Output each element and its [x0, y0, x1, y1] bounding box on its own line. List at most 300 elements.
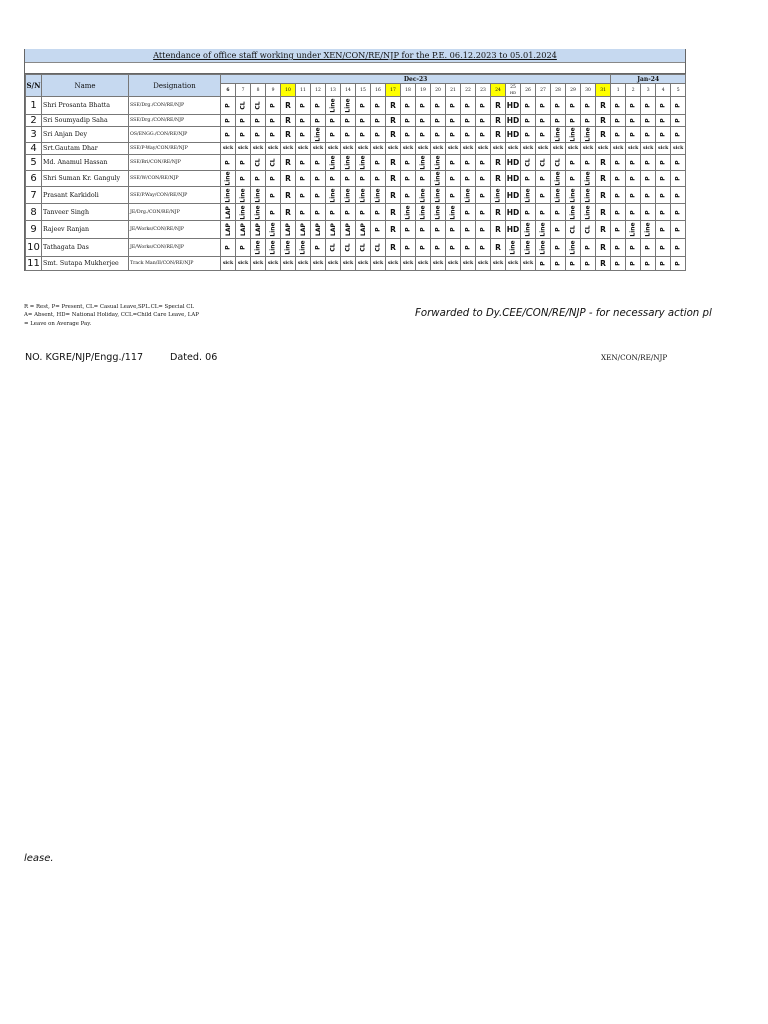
attendance-cell [611, 257, 626, 271]
attendance-cell [536, 97, 551, 115]
blank-row [25, 63, 685, 74]
day-header [626, 84, 641, 97]
attendance-cell: sick [296, 143, 311, 155]
attendance-mark: P [314, 245, 322, 250]
attendance-cell [431, 155, 446, 171]
attendance-cell [431, 97, 446, 115]
attendance-mark: Line [524, 222, 532, 237]
attendance-mark: P [554, 227, 562, 232]
row-designation: JE/Drg./CON/RE/NJP [129, 204, 221, 221]
attendance-mark: LAP [284, 223, 292, 236]
attendance-cell [506, 239, 521, 257]
row-name: Md. Anamul Hassan [42, 155, 129, 171]
attendance-cell [641, 187, 656, 204]
attendance-cell [371, 239, 386, 257]
attendance-cell: HD [506, 127, 521, 143]
attendance-cell [521, 221, 536, 239]
attendance-mark: P [629, 261, 637, 266]
attendance-mark: P [464, 118, 472, 123]
attendance-cell [416, 97, 431, 115]
attendance-cell: sick [491, 143, 506, 155]
day-number: 9 [271, 87, 275, 93]
attendance-cell [521, 239, 536, 257]
attendance-cell: sick [611, 143, 626, 155]
row-sn: 5 [26, 155, 42, 171]
attendance-cell [461, 155, 476, 171]
day-header [536, 84, 551, 97]
attendance-mark: Line [224, 187, 232, 203]
attendance-cell [416, 127, 431, 143]
attendance-mark: P [344, 118, 352, 123]
attendance-cell [551, 221, 566, 239]
attendance-cell [251, 239, 266, 257]
attendance-mark: P [224, 160, 232, 165]
attendance-mark: P [239, 160, 247, 165]
attendance-cell [311, 97, 326, 115]
attendance-mark: P [344, 176, 352, 181]
day-header [506, 84, 521, 97]
attendance-mark: P [449, 132, 457, 137]
attendance-cell: sick [461, 143, 476, 155]
attendance-mark: P [644, 160, 652, 165]
attendance-mark: Line [344, 187, 352, 203]
attendance-mark: P [524, 103, 532, 108]
attendance-cell: R [596, 171, 611, 187]
attendance-cell: R [386, 204, 401, 221]
attendance-cell [266, 97, 281, 115]
attendance-cell [566, 221, 581, 239]
attendance-mark: P [659, 103, 667, 108]
attendance-mark: P [569, 176, 577, 181]
attendance-cell [551, 204, 566, 221]
attendance-cell [611, 221, 626, 239]
attendance-mark: P [359, 103, 367, 108]
closing-fragment: lease. [24, 853, 54, 864]
attendance-cell [626, 257, 641, 271]
row-sn: 9 [26, 221, 42, 239]
attendance-mark: Line [299, 240, 307, 255]
attendance-cell [671, 127, 686, 143]
attendance-mark: P [569, 160, 577, 165]
attendance-mark: Line [344, 155, 352, 170]
attendance-cell [356, 115, 371, 127]
row-name: Rajeev Ranjan [42, 221, 129, 239]
attendance-cell [296, 127, 311, 143]
row-name: Shri Suman Kr. Ganguly [42, 171, 129, 187]
attendance-mark: P [524, 176, 532, 181]
row-designation: SSE/Bri/CON/RE/NJP [129, 155, 221, 171]
attendance-cell [476, 115, 491, 127]
attendance-mark: Line [359, 155, 367, 170]
attendance-cell [476, 97, 491, 115]
attendance-mark: CL [539, 158, 547, 167]
row-name: Smt. Sutapa Mukherjee [42, 257, 129, 271]
attendance-cell [671, 204, 686, 221]
attendance-cell [521, 171, 536, 187]
attendance-cell [371, 155, 386, 171]
table-row [26, 127, 686, 143]
day-number: 6 [226, 87, 230, 93]
attendance-cell [296, 204, 311, 221]
attendance-cell: sick [641, 143, 656, 155]
attendance-cell [536, 155, 551, 171]
row-sn: 6 [26, 171, 42, 187]
day-header [341, 84, 356, 97]
attendance-mark: P [449, 192, 457, 198]
attendance-cell: R [281, 204, 296, 221]
attendance-cell: sick [476, 143, 491, 155]
attendance-mark: Line [224, 171, 232, 186]
attendance-cell [551, 115, 566, 127]
day-header [296, 84, 311, 97]
attendance-cell [656, 221, 671, 239]
attendance-mark: P [404, 160, 412, 165]
attendance-mark: P [329, 209, 337, 215]
attendance-cell [401, 187, 416, 204]
attendance-mark: P [539, 209, 547, 215]
attendance-mark: LAP [314, 223, 322, 236]
attendance-cell [536, 115, 551, 127]
attendance-cell [671, 221, 686, 239]
day-header [416, 84, 431, 97]
row-designation: JE/Works/CON/RE/NJP [129, 239, 221, 257]
table-row [26, 97, 686, 115]
attendance-cell [431, 221, 446, 239]
attendance-cell [326, 127, 341, 143]
attendance-cell: sick [371, 257, 386, 271]
attendance-cell [551, 127, 566, 143]
attendance-cell [371, 171, 386, 187]
attendance-cell [221, 187, 236, 204]
attendance-cell [266, 171, 281, 187]
attendance-cell [281, 221, 296, 239]
day-header [671, 84, 686, 97]
attendance-cell [536, 239, 551, 257]
attendance-mark: Line [374, 187, 382, 203]
attendance-cell [296, 155, 311, 171]
attendance-cell [236, 221, 251, 239]
attendance-mark: P [614, 160, 622, 165]
attendance-mark: P [374, 103, 382, 108]
attendance-mark: Line [629, 222, 637, 237]
attendance-mark: P [434, 132, 442, 137]
attendance-cell: sick [446, 257, 461, 271]
attendance-cell [341, 204, 356, 221]
attendance-cell [236, 171, 251, 187]
attendance-mark: P [674, 132, 682, 137]
day-number: 11 [300, 87, 306, 93]
attendance-mark: P [404, 103, 412, 108]
attendance-cell [476, 204, 491, 221]
day-number: 14 [345, 87, 351, 93]
attendance-cell [341, 97, 356, 115]
day-header [656, 84, 671, 97]
attendance-mark: P [554, 245, 562, 250]
attendance-cell [236, 127, 251, 143]
attendance-cell [536, 221, 551, 239]
attendance-cell: sick [281, 257, 296, 271]
attendance-mark: P [644, 118, 652, 123]
attendance-cell [356, 204, 371, 221]
attendance-cell [326, 204, 341, 221]
attendance-cell [611, 187, 626, 204]
attendance-cell [626, 204, 641, 221]
attendance-cell: sick [551, 143, 566, 155]
day-number: 19 [420, 87, 426, 93]
attendance-mark: P [584, 245, 592, 250]
attendance-cell [641, 115, 656, 127]
attendance-cell [236, 239, 251, 257]
attendance-mark: P [314, 192, 322, 198]
attendance-cell [626, 171, 641, 187]
attendance-cell: sick [371, 143, 386, 155]
attendance-cell [266, 155, 281, 171]
row-name: Srt.Gautam Dhar [42, 143, 129, 155]
day-header [371, 84, 386, 97]
row-sn: 11 [27, 258, 40, 269]
attendance-cell [566, 204, 581, 221]
attendance-cell [236, 97, 251, 115]
attendance-cell [341, 155, 356, 171]
attendance-mark: P [644, 176, 652, 181]
attendance-mark: P [584, 160, 592, 165]
attendance-cell [266, 221, 281, 239]
attendance-cell [356, 221, 371, 239]
attendance-cell [401, 204, 416, 221]
attendance-mark: P [539, 176, 547, 181]
header-designation: Designation [129, 75, 221, 97]
attendance-mark: P [479, 118, 487, 123]
attendance-cell: HD [506, 187, 521, 204]
attendance-mark: LAP [224, 223, 232, 236]
attendance-mark: P [644, 103, 652, 108]
attendance-cell [221, 127, 236, 143]
day-header [251, 84, 266, 97]
attendance-mark: Line [404, 204, 412, 220]
attendance-cell: sick [221, 257, 236, 271]
attendance-cell [656, 171, 671, 187]
attendance-cell [416, 155, 431, 171]
attendance-mark: P [614, 176, 622, 181]
attendance-cell [356, 155, 371, 171]
attendance-cell [431, 204, 446, 221]
attendance-mark: LAP [359, 223, 367, 236]
attendance-mark: P [479, 132, 487, 137]
attendance-cell: sick [356, 143, 371, 155]
attendance-mark: P [404, 176, 412, 181]
attendance-cell [671, 115, 686, 127]
attendance-cell [581, 155, 596, 171]
attendance-cell [236, 115, 251, 127]
attendance-cell [566, 257, 581, 271]
month-header: Dec-23 [221, 75, 611, 84]
attendance-mark: P [554, 261, 562, 266]
attendance-cell [236, 155, 251, 171]
attendance-cell [326, 171, 341, 187]
row-designation: JE/Works/CON/RE/NJP [129, 221, 221, 239]
attendance-mark: P [329, 176, 337, 181]
attendance-cell: R [386, 187, 401, 204]
attendance-mark: P [479, 176, 487, 181]
attendance-mark: P [299, 160, 307, 165]
attendance-mark: P [584, 261, 592, 266]
day-header [326, 84, 341, 97]
attendance-cell: R [281, 155, 296, 171]
attendance-cell [551, 187, 566, 204]
attendance-mark: Line [284, 240, 292, 255]
attendance-cell [611, 155, 626, 171]
attendance-cell: HD [506, 155, 521, 171]
row-designation: SSE/W/CON/RE/NJP [129, 171, 221, 187]
attendance-mark: P [404, 227, 412, 232]
attendance-mark: P [539, 132, 547, 137]
attendance-cell [251, 204, 266, 221]
attendance-mark: Line [569, 240, 577, 255]
attendance-cell [461, 239, 476, 257]
attendance-mark: P [404, 245, 412, 250]
attendance-cell: sick [491, 257, 506, 271]
attendance-mark: Line [359, 187, 367, 203]
attendance-cell [521, 127, 536, 143]
attendance-cell [656, 257, 671, 271]
attendance-mark: P [629, 160, 637, 165]
attendance-cell [401, 115, 416, 127]
row-sn: 7 [26, 187, 42, 204]
attendance-mark: Line [314, 127, 322, 142]
attendance-mark: P [629, 176, 637, 181]
attendance-mark: Line [554, 171, 562, 186]
attendance-mark: P [629, 192, 637, 198]
attendance-mark: LAP [254, 223, 262, 236]
attendance-mark: P [614, 209, 622, 215]
attendance-mark: P [584, 118, 592, 123]
attendance-cell [641, 204, 656, 221]
attendance-mark: P [464, 176, 472, 181]
attendance-cell [551, 97, 566, 115]
attendance-cell: sick [521, 143, 536, 155]
attendance-mark: Line [269, 240, 277, 255]
attendance-cell [581, 239, 596, 257]
attendance-mark: P [644, 261, 652, 266]
attendance-cell: sick [266, 143, 281, 155]
attendance-mark: P [449, 245, 457, 250]
attendance-mark: P [419, 176, 427, 181]
attendance-cell [266, 239, 281, 257]
attendance-cell [446, 187, 461, 204]
attendance-mark: CL [329, 243, 337, 252]
attendance-mark: P [404, 132, 412, 137]
day-header [221, 84, 236, 97]
table-row [26, 257, 686, 271]
attendance-cell [266, 204, 281, 221]
attendance-cell [221, 239, 236, 257]
attendance-cell: HD [506, 204, 521, 221]
attendance-cell [221, 204, 236, 221]
attendance-cell [521, 187, 536, 204]
attendance-mark: P [614, 245, 622, 250]
attendance-cell [311, 115, 326, 127]
attendance-cell [431, 187, 446, 204]
attendance-mark: Line [239, 204, 247, 220]
attendance-cell: R [596, 115, 611, 127]
attendance-mark: Line [464, 187, 472, 203]
table-row [26, 155, 686, 171]
attendance-mark: P [554, 209, 562, 215]
attendance-cell [641, 221, 656, 239]
attendance-cell [656, 115, 671, 127]
attendance-mark: P [659, 160, 667, 165]
day-number: 22 [465, 87, 471, 93]
attendance-cell [446, 221, 461, 239]
attendance-mark: P [239, 176, 247, 181]
attendance-cell [401, 221, 416, 239]
attendance-mark: P [314, 160, 322, 165]
attendance-cell [521, 155, 536, 171]
attendance-mark: P [314, 118, 322, 123]
attendance-cell: sick [296, 257, 311, 271]
attendance-mark: P [449, 227, 457, 232]
attendance-mark: P [449, 103, 457, 108]
attendance-cell [641, 127, 656, 143]
day-number: 21 [450, 87, 456, 93]
day-number: 17 [390, 87, 396, 93]
attendance-cell [626, 127, 641, 143]
row-sn: 10 [26, 239, 42, 257]
attendance-mark: Line [419, 204, 427, 220]
attendance-cell [326, 155, 341, 171]
attendance-cell [461, 115, 476, 127]
day-number: 15 [360, 87, 366, 93]
attendance-cell [296, 97, 311, 115]
attendance-mark: Line [329, 187, 337, 203]
attendance-cell [311, 239, 326, 257]
attendance-cell [431, 239, 446, 257]
attendance-cell: R [596, 239, 611, 257]
attendance-mark: P [674, 261, 682, 266]
attendance-cell [461, 187, 476, 204]
attendance-cell [656, 127, 671, 143]
attendance-cell [551, 239, 566, 257]
attendance-cell [251, 171, 266, 187]
sheet-title: Attendance of office staff working under XEN/CON/RE/NJP for the P.E. 06.12.2023 to 05.01.2024 [25, 49, 685, 63]
attendance-sheet [24, 49, 686, 271]
attendance-cell [566, 97, 581, 115]
attendance-mark: P [674, 176, 682, 181]
attendance-mark: P [629, 103, 637, 108]
attendance-mark: P [659, 209, 667, 215]
attendance-mark: P [374, 118, 382, 123]
attendance-cell [611, 239, 626, 257]
attendance-mark: P [269, 132, 277, 137]
attendance-mark: P [569, 103, 577, 108]
attendance-mark: Line [584, 127, 592, 142]
attendance-mark: P [644, 245, 652, 250]
attendance-mark: P [254, 132, 262, 137]
attendance-cell [251, 187, 266, 204]
attendance-mark: P [239, 132, 247, 137]
attendance-cell: HD [506, 221, 521, 239]
attendance-mark: P [419, 103, 427, 108]
attendance-cell [311, 187, 326, 204]
attendance-mark: P [479, 160, 487, 165]
attendance-mark: P [659, 132, 667, 137]
attendance-cell [416, 115, 431, 127]
attendance-mark: P [224, 103, 232, 108]
attendance-cell [476, 221, 491, 239]
attendance-mark: P [269, 209, 277, 215]
attendance-cell: sick [416, 143, 431, 155]
attendance-cell [626, 221, 641, 239]
